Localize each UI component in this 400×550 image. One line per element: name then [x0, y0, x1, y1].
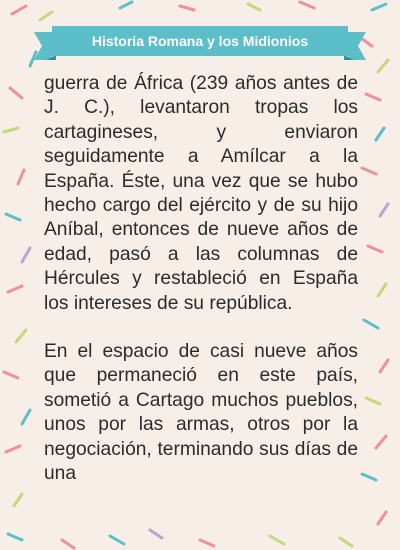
- confetti-dash: [62, 540, 74, 548]
- page-title: Historia Romana y los Midionios: [91, 33, 309, 49]
- article-paragraph-2: En el espacio de casi nueve años que permaneció en este país, sometió a Cartago muchos pueblos, unos por las armas, otros por la negociación, terminando sus días de una: [44, 341, 358, 485]
- article-body: [44, 72, 358, 487]
- confetti-dash: [110, 536, 124, 544]
- confetti-dash: [200, 540, 214, 546]
- confetti-dash: [8, 534, 22, 540]
- article-paragraph-1: guerra de África (239 años antes de J. C.), levantaron tropas los cartagineses, y enviaron seguidamente a Amílcar a la España. Éste, una vez que se hubo hecho cargo del ejército y de su hijo Aníbal, entonces de nueve años de edad, pasó a las columnas de Hércules y restableció en España los intereses de su república.: [44, 73, 358, 314]
- confetti-dash: [150, 530, 162, 538]
- confetti-dash: [270, 536, 284, 544]
- confetti-dash: [340, 538, 352, 546]
